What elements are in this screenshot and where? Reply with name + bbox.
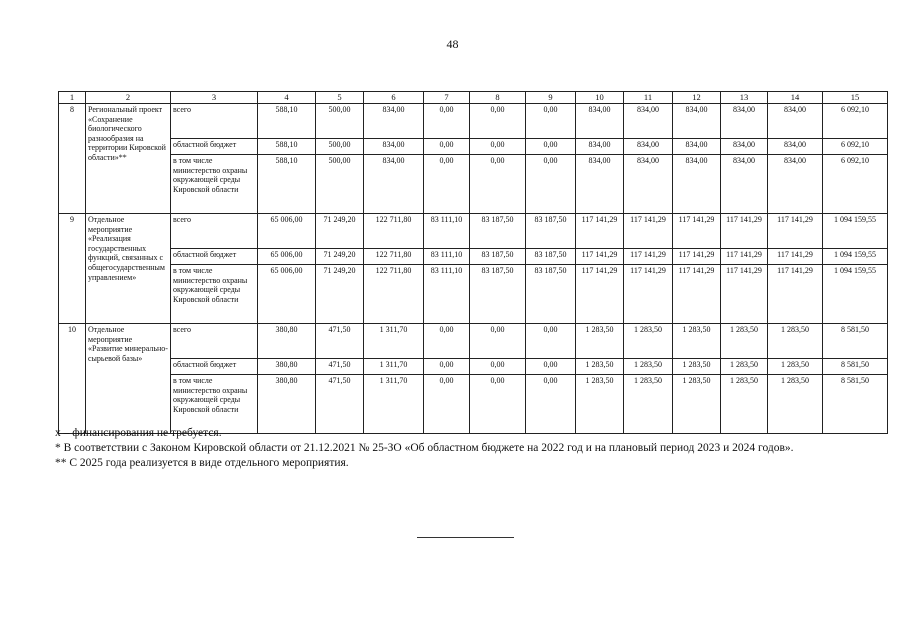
table-row [59,249,888,265]
funding-source: всего [171,324,258,359]
amount-cell: 588,10 [258,104,316,139]
amount-cell: 500,00 [316,139,364,155]
amount-cell: 0,00 [424,104,470,139]
header-cell: 8 [470,92,526,104]
amount-cell: 1 283,50 [721,375,768,434]
amount-cell: 834,00 [673,104,721,139]
amount-cell: 83 111,10 [424,249,470,265]
amount-cell: 0,00 [424,155,470,214]
amount-cell: 380,80 [258,359,316,375]
funding-source: в том числе министерство охраны окружающей среды Кировской области [171,375,258,434]
amount-cell: 834,00 [364,104,424,139]
table-row [59,155,888,214]
amount-cell: 834,00 [673,155,721,214]
amount-cell: 0,00 [424,139,470,155]
funding-source: всего [171,104,258,139]
amount-cell: 117 141,29 [576,249,624,265]
header-cell: 13 [721,92,768,104]
amount-cell: 0,00 [470,324,526,359]
amount-cell: 117 141,29 [673,249,721,265]
amount-cell: 8 581,50 [823,324,888,359]
amount-cell: 117 141,29 [576,214,624,249]
measure-name: Отдельное мероприятие «Реализация государственных функций, связанных с общегосударственным управлением» [86,214,171,324]
table-row [59,359,888,375]
header-row [59,92,888,104]
header-cell: 10 [576,92,624,104]
amount-cell: 117 141,29 [721,214,768,249]
amount-cell: 6 092,10 [823,139,888,155]
table-row [59,139,888,155]
amount-cell: 834,00 [624,155,673,214]
header-cell: 11 [624,92,673,104]
amount-cell: 1 283,50 [624,324,673,359]
amount-cell: 0,00 [470,155,526,214]
amount-cell: 1 283,50 [673,375,721,434]
separator-line [417,537,514,538]
header-cell: 1 [59,92,86,104]
amount-cell: 834,00 [768,155,823,214]
amount-cell: 83 187,50 [470,214,526,249]
footnote-double-star: ** С 2025 года реализуется в виде отдельного мероприятия. [55,457,349,469]
header-cell: 15 [823,92,888,104]
measure-name: Отдельное мероприятие «Развитие минерально-сырьевой базы» [86,324,171,434]
header-cell: 14 [768,92,823,104]
amount-cell: 83 187,50 [526,249,576,265]
amount-cell: 1 311,70 [364,359,424,375]
budget-table [58,91,888,434]
header-cell: 2 [86,92,171,104]
amount-cell: 117 141,29 [673,214,721,249]
header-cell: 6 [364,92,424,104]
amount-cell: 1 283,50 [673,359,721,375]
amount-cell: 500,00 [316,155,364,214]
amount-cell: 71 249,20 [316,214,364,249]
amount-cell: 380,80 [258,375,316,434]
amount-cell: 1 311,70 [364,324,424,359]
amount-cell: 1 283,50 [768,324,823,359]
amount-cell: 1 283,50 [624,375,673,434]
amount-cell: 0,00 [526,359,576,375]
amount-cell: 471,50 [316,375,364,434]
amount-cell: 834,00 [721,139,768,155]
amount-cell: 6 092,10 [823,155,888,214]
amount-cell: 83 111,10 [424,265,470,324]
amount-cell: 834,00 [576,104,624,139]
table-row [59,375,888,434]
footnote-star: * В соответствии с Законом Кировской области от 21.12.2021 № 25-ЗО «Об областном бюджете на 2022 год и на плановый период 2023 и 2024 годов». [55,442,794,454]
amount-cell: 500,00 [316,104,364,139]
amount-cell: 0,00 [526,324,576,359]
table-row [59,214,888,249]
amount-cell: 0,00 [526,375,576,434]
amount-cell: 834,00 [721,155,768,214]
header-cell: 9 [526,92,576,104]
amount-cell: 8 581,50 [823,359,888,375]
amount-cell: 122 711,80 [364,214,424,249]
amount-cell: 834,00 [624,104,673,139]
amount-cell: 1 283,50 [673,324,721,359]
funding-source: областной бюджет [171,359,258,375]
header-cell: 5 [316,92,364,104]
amount-cell: 1 283,50 [768,359,823,375]
row-number: 9 [59,214,86,324]
row-number: 10 [59,324,86,434]
amount-cell: 0,00 [470,139,526,155]
amount-cell: 65 006,00 [258,265,316,324]
amount-cell: 117 141,29 [624,214,673,249]
amount-cell: 834,00 [768,104,823,139]
amount-cell: 588,10 [258,139,316,155]
funding-source: областной бюджет [171,139,258,155]
amount-cell: 0,00 [424,375,470,434]
table-body [59,92,888,434]
amount-cell: 122 711,80 [364,265,424,324]
amount-cell: 0,00 [470,375,526,434]
amount-cell: 0,00 [424,359,470,375]
footnotes [55,426,794,471]
amount-cell: 834,00 [576,155,624,214]
amount-cell: 117 141,29 [768,249,823,265]
amount-cell: 1 094 159,55 [823,265,888,324]
measure-name: Региональный проект «Сохранение биологического разнообразия на территории Кировской области»** [86,104,171,214]
amount-cell: 834,00 [768,139,823,155]
funding-source: в том числе министерство охраны окружающей среды Кировской области [171,265,258,324]
amount-cell: 122 711,80 [364,249,424,265]
amount-cell: 1 283,50 [721,359,768,375]
amount-cell: 0,00 [470,359,526,375]
page-number: 48 [446,37,459,51]
amount-cell: 0,00 [526,104,576,139]
amount-cell: 834,00 [721,104,768,139]
amount-cell: 588,10 [258,155,316,214]
table-row [59,265,888,324]
amount-cell: 117 141,29 [721,265,768,324]
amount-cell: 471,50 [316,324,364,359]
amount-cell: 83 187,50 [470,249,526,265]
header-cell: 7 [424,92,470,104]
amount-cell: 83 111,10 [424,214,470,249]
amount-cell: 117 141,29 [624,265,673,324]
funding-source: в том числе министерство охраны окружающей среды Кировской области [171,155,258,214]
amount-cell: 117 141,29 [768,265,823,324]
funding-source: областной бюджет [171,249,258,265]
amount-cell: 1 283,50 [624,359,673,375]
amount-cell: 1 094 159,55 [823,214,888,249]
amount-cell: 8 581,50 [823,375,888,434]
header-cell: 12 [673,92,721,104]
amount-cell: 6 092,10 [823,104,888,139]
amount-cell: 117 141,29 [721,249,768,265]
table-row [59,104,888,139]
amount-cell: 1 283,50 [768,375,823,434]
amount-cell: 1 283,50 [576,375,624,434]
amount-cell: 83 187,50 [526,265,576,324]
amount-cell: 380,80 [258,324,316,359]
amount-cell: 834,00 [673,139,721,155]
amount-cell: 117 141,29 [624,249,673,265]
amount-cell: 71 249,20 [316,249,364,265]
amount-cell: 117 141,29 [576,265,624,324]
footnote-x: х – финансирования не требуется. [55,427,222,439]
amount-cell: 1 094 159,55 [823,249,888,265]
amount-cell: 1 283,50 [721,324,768,359]
amount-cell: 117 141,29 [673,265,721,324]
amount-cell: 834,00 [364,139,424,155]
amount-cell: 1 283,50 [576,324,624,359]
amount-cell: 834,00 [364,155,424,214]
amount-cell: 834,00 [624,139,673,155]
amount-cell: 117 141,29 [768,214,823,249]
amount-cell: 834,00 [576,139,624,155]
amount-cell: 83 187,50 [470,265,526,324]
amount-cell: 71 249,20 [316,265,364,324]
amount-cell: 0,00 [526,155,576,214]
header-cell: 3 [171,92,258,104]
amount-cell: 1 311,70 [364,375,424,434]
amount-cell: 471,50 [316,359,364,375]
header-cell: 4 [258,92,316,104]
table-row [59,324,888,359]
amount-cell: 1 283,50 [576,359,624,375]
funding-source: всего [171,214,258,249]
row-number: 8 [59,104,86,214]
amount-cell: 65 006,00 [258,214,316,249]
amount-cell: 0,00 [424,324,470,359]
amount-cell: 0,00 [526,139,576,155]
amount-cell: 83 187,50 [526,214,576,249]
amount-cell: 0,00 [470,104,526,139]
amount-cell: 65 006,00 [258,249,316,265]
